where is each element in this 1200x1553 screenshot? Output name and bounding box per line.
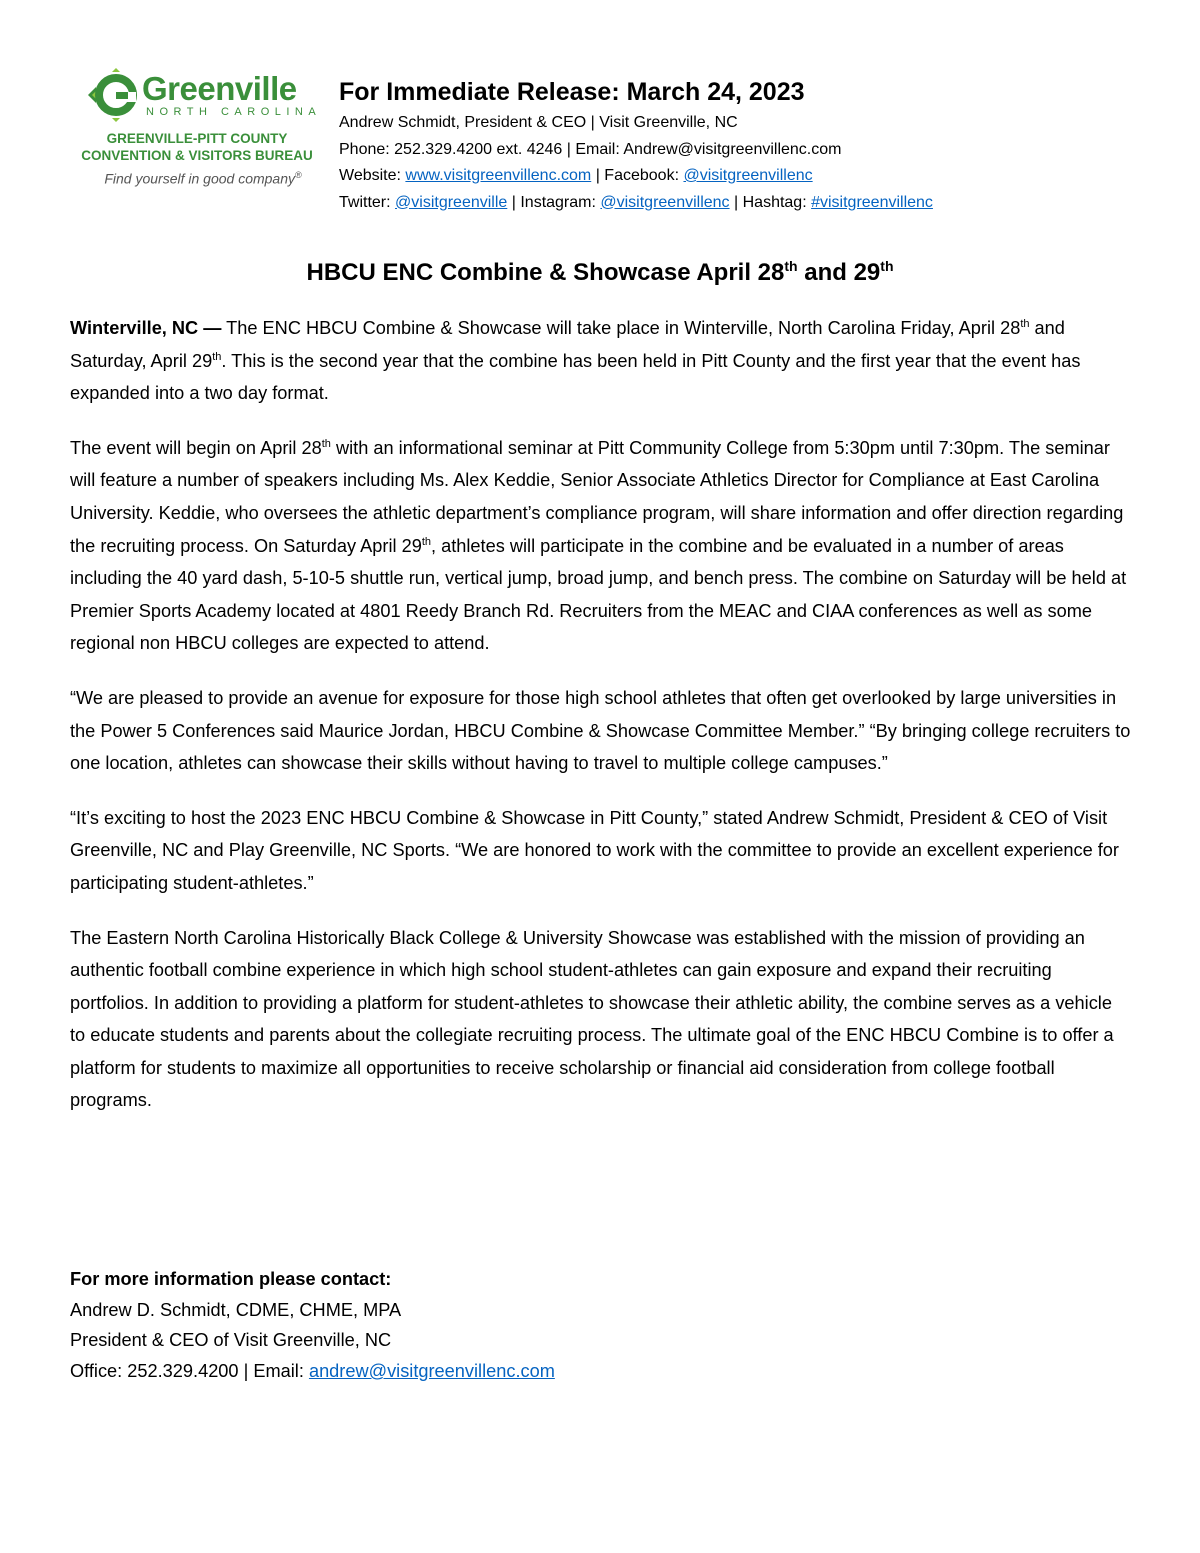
website-label: Website: xyxy=(339,167,406,184)
p2-text-3: , athletes will participate in the combine and be evaluated in a number of areas including the 40 yard dash, 5-10-5 shuttle run, vertical jump, broad jump, and bench press. The combine on Saturday will be held at Premier Sports Academy located at 4801 Reedy Branch Rd. Recruiters from the MEAC and CIAA conferences as well as some regional non HBCU colleges are expected to attend. xyxy=(70,535,1127,654)
logo-bureau-line1: GREENVILLE-PITT COUNTY xyxy=(106,131,288,146)
p2-sup-1: th xyxy=(321,437,331,450)
contact-office-label: Office: 252.329.4200 | Email: xyxy=(70,1361,309,1382)
facebook-link[interactable]: @visitgreenvillenc xyxy=(683,167,813,184)
article-body xyxy=(70,312,1132,1139)
contact-name: Andrew D. Schmidt, CDME, CHME, MPA xyxy=(70,1299,402,1320)
contact-line-2: Phone: 252.329.4200 ext. 4246 | Email: Andrew@visitgreenvillenc.com xyxy=(339,140,842,158)
facebook-label: | Facebook: xyxy=(591,167,684,184)
logo-tagline-mark: ® xyxy=(295,170,302,180)
paragraph-4: “It’s exciting to host the 2023 ENC HBCU Combine & Showcase in Pitt County,” stated Andrew Schmidt, President & CEO of Visit Greenville, NC and Play Greenville, NC Sports. “We are honored to work with the committee to provide an excellent experience for participating student-athletes.” xyxy=(70,807,1119,893)
paragraph-5: The Eastern North Carolina Historically Black College & University Showcase was established with the mission of providing an authentic football combine experience in which high school student-athletes can gain exposure and expand their recruiting portfolios. In addition to providing a platform for student-athletes to showcase their athletic ability, the combine serves as a vehicle to educate students and parents about the collegiate recruiting process. The ultimate goal of the ENC HBCU Combine is to offer a platform for students to maximize all opportunities to receive scholarship or financial aid consideration from college football programs. xyxy=(70,927,1114,1111)
logo-subtitle: NORTH CAROLINA xyxy=(146,106,322,118)
instagram-link[interactable]: @visitgreenvillenc xyxy=(600,193,730,211)
contact-line-1: Andrew Schmidt, President & CEO | Visit Greenville, NC xyxy=(339,114,738,131)
p2-text-1: The event will begin on April 28 xyxy=(70,437,322,458)
logo-tagline-text: Find yourself in good company xyxy=(104,170,296,187)
logo-bureau xyxy=(66,130,328,164)
release-title: For Immediate Release: March 24, 2023 xyxy=(339,78,805,106)
logo-name: Greenville xyxy=(142,70,297,107)
paragraph-2 xyxy=(70,432,1132,660)
contact-line-3 xyxy=(339,163,1159,190)
contact-block xyxy=(70,1264,870,1387)
paragraph-1 xyxy=(70,312,1132,410)
instagram-label: | Instagram: xyxy=(507,193,601,211)
logo-bureau-line2: CONVENTION & VISITORS BUREAU xyxy=(81,148,313,163)
headline-part2: and 29 xyxy=(797,259,881,286)
logo xyxy=(66,68,328,187)
paragraph-3: “We are pleased to provide an avenue for exposure for those high school athletes that often get overlooked by large universities in the Power 5 Conferences said Maurice Jordan, HBCU Combine & Showcase Committee Member.” “By bringing college recruiters to one location, athletes can showcase their skills without having to travel to multiple college campuses.” xyxy=(70,687,1131,774)
headline xyxy=(0,253,1200,293)
hashtag-link[interactable]: #visitgreenvillenc xyxy=(811,193,933,211)
p1-text-2: and Saturday, April 29 xyxy=(70,318,1065,371)
contact-heading: For more information please contact: xyxy=(70,1269,392,1289)
twitter-label: Twitter: xyxy=(339,193,396,211)
headline-part1: HBCU ENC Combine & Showcase April 28 xyxy=(306,259,785,286)
greenville-logo-icon xyxy=(78,68,140,122)
contact-email-link[interactable]: andrew@visitgreenvillenc.com xyxy=(308,1361,555,1382)
website-link[interactable]: www.visitgreenvillenc.com xyxy=(405,167,592,184)
twitter-link[interactable]: @visitgreenville xyxy=(395,193,508,211)
p1-text-3: . This is the second year that the combine has been held in Pitt County and the first year that the event has expanded into a two day format. xyxy=(70,350,1081,404)
headline-sup2: th xyxy=(880,258,894,274)
p1-sup-1: th xyxy=(1020,317,1030,330)
dateline: Winterville, NC — xyxy=(70,318,222,338)
contact-title: President & CEO of Visit Greenville, NC xyxy=(70,1330,392,1351)
release-header xyxy=(339,74,1159,216)
p1-sup-2: th xyxy=(212,350,222,363)
hashtag-label: | Hashtag: xyxy=(729,193,812,211)
contact-office xyxy=(70,1356,870,1387)
p1-text-1: The ENC HBCU Combine & Showcase will take place in Winterville, North Carolina Friday, April 28 xyxy=(221,318,1021,338)
contact-line-4 xyxy=(339,190,1159,217)
p2-text-2: with an informational seminar at Pitt Community College from 5:30pm until 7:30pm. The seminar will feature a number of speakers including Ms. Alex Keddie, Senior Associate Athletics Director for Compliance at East Carolina University. Keddie, who oversees the athletic department’s compliance program, will share information and offer direction regarding the recruiting process. On Saturday April 29 xyxy=(70,437,1124,556)
p2-sup-2: th xyxy=(421,535,431,548)
logo-tagline xyxy=(78,170,328,187)
headline-sup1: th xyxy=(784,258,798,274)
